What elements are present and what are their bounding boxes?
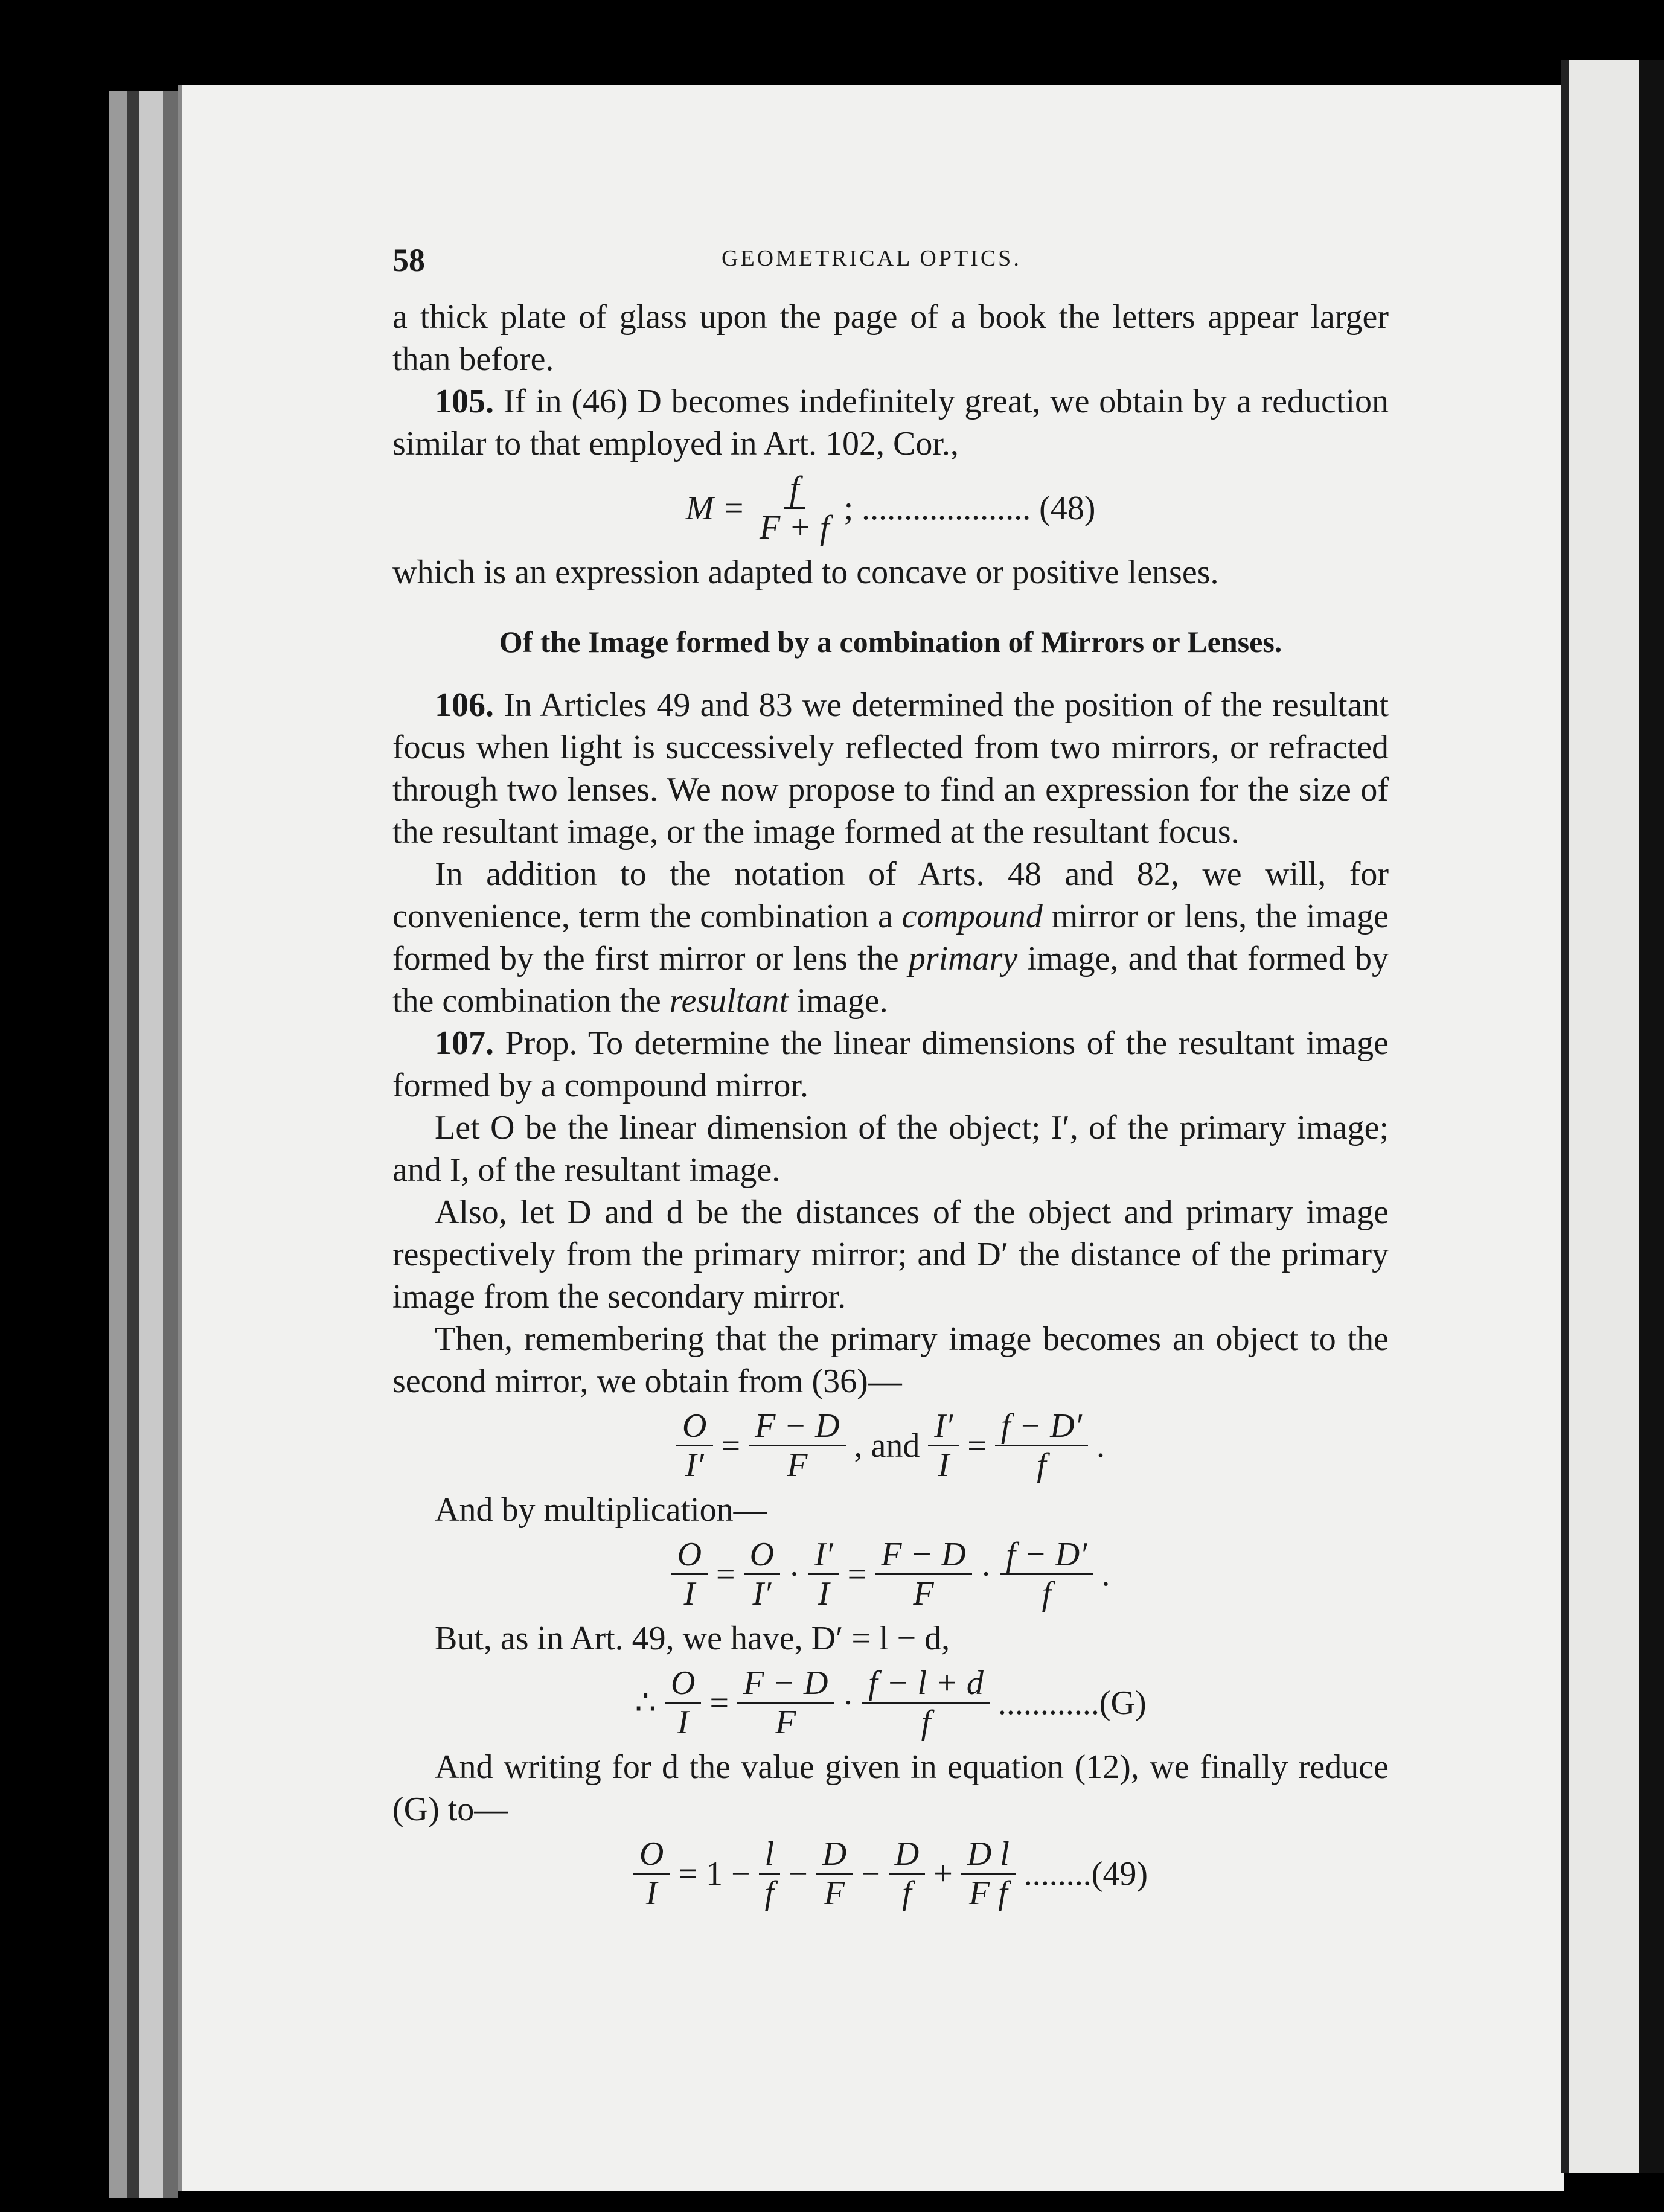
- denominator: I: [683, 1575, 696, 1613]
- fraction: [961, 1835, 1016, 1912]
- equation-48: [392, 470, 1389, 546]
- numerator: D: [889, 1835, 925, 1875]
- paragraph: And by multiplication—: [435, 1491, 767, 1529]
- equals: =: [847, 1555, 867, 1593]
- denominator: I: [818, 1575, 830, 1613]
- fraction: [759, 1835, 781, 1912]
- equals: =: [967, 1427, 987, 1465]
- dot: ·: [842, 1684, 854, 1722]
- page-number: 58: [392, 242, 425, 278]
- fraction: [808, 1536, 839, 1613]
- numerator: F − D: [749, 1407, 845, 1446]
- paragraph-text: If in (46) D becomes indefinitely great, we obtain by a reduction similar to that employed in Art. 102, Cor.,: [392, 383, 1389, 462]
- emphasis: resultant: [669, 982, 789, 1020]
- fraction: [665, 1664, 701, 1741]
- text-run: mirror or lens, the image formed by the first mirror or lens the: [392, 898, 1389, 977]
- numerator: O: [633, 1835, 670, 1875]
- paragraph: Also, let D and d be the distances of the object and primary image respectively from the primary mirror; and D′ the distance of the primary image from the secondary mirror.: [392, 1194, 1389, 1315]
- denominator: I′: [685, 1446, 704, 1484]
- fraction: [671, 1536, 708, 1613]
- text-run: image, and that formed by the combination the: [392, 940, 1389, 1020]
- minus: −: [789, 1855, 808, 1893]
- fraction: [737, 1664, 834, 1741]
- fraction: [633, 1835, 670, 1912]
- text-run: image.: [788, 982, 888, 1020]
- minus: −: [861, 1855, 880, 1893]
- numerator: f − D′: [1000, 1536, 1093, 1575]
- article-number: 105.: [435, 383, 494, 420]
- fraction: [754, 470, 836, 546]
- denominator: F: [775, 1704, 796, 1741]
- eq-leader: ; ....................: [843, 489, 1031, 527]
- book-edge: [139, 91, 163, 2198]
- paragraph-text: Prop. To determine the linear dimensions of the resultant image formed by a compound mirror.: [392, 1024, 1389, 1104]
- eq-term: = 1 −: [678, 1855, 750, 1893]
- scan-border: [1639, 60, 1664, 2173]
- paragraph-107: [392, 1022, 1389, 1107]
- denominator: f: [1037, 1446, 1046, 1484]
- fraction: [928, 1407, 959, 1484]
- paragraph-text: In Articles 49 and 83 we determined the position of the resultant focus when light is successively reflected from two mirrors, or refracted through two lenses. We now propose to find an expression for the size of the resultant image, or the image formed at the resultant focus.: [392, 686, 1389, 851]
- equation-G: [392, 1664, 1389, 1741]
- denominator: F f: [968, 1875, 1008, 1912]
- text-run: In addition to the notation of Arts. 48 and 82, we will, for convenience, term the combination a: [392, 855, 1389, 935]
- denominator: f: [764, 1875, 775, 1912]
- comma: ,: [854, 1427, 863, 1465]
- equation-number: ............(G): [997, 1684, 1147, 1722]
- fraction: [875, 1536, 971, 1613]
- paragraph-106: [392, 684, 1389, 853]
- fraction: [889, 1835, 925, 1912]
- numerator: l: [759, 1835, 781, 1875]
- paragraph: And writing for d the value given in equation (12), we finally reduce (G) to—: [392, 1748, 1389, 1828]
- equation-number: ........(49): [1023, 1855, 1148, 1893]
- numerator: f: [784, 470, 805, 509]
- denominator: F: [787, 1446, 808, 1484]
- book-edge: [109, 91, 127, 2198]
- numerator: O: [744, 1536, 780, 1575]
- paragraph: Then, remembering that the primary image becomes an object to the second mirror, we obtain from (36)—: [392, 1320, 1389, 1400]
- numerator: O: [671, 1536, 708, 1575]
- denominator: f: [921, 1704, 931, 1741]
- facing-page-edge: [1561, 60, 1648, 2173]
- paragraph: Let O be the linear dimension of the object; I′, of the primary image; and I, of the resultant image.: [392, 1109, 1389, 1189]
- denominator: F: [913, 1575, 934, 1613]
- fraction: [744, 1536, 780, 1613]
- numerator: O: [665, 1664, 701, 1704]
- conjunction: and: [871, 1427, 920, 1465]
- equals: =: [721, 1427, 741, 1465]
- paragraph: But, as in Art. 49, we have, D′ = l − d,: [435, 1620, 950, 1657]
- page-body: [392, 296, 1389, 1917]
- paragraph: which is an expression adapted to concave or positive lenses.: [392, 554, 1219, 591]
- fraction: [749, 1407, 845, 1484]
- equation-number: (48): [1039, 489, 1096, 527]
- fraction: [676, 1407, 712, 1484]
- fraction: [816, 1835, 853, 1912]
- equals: =: [716, 1555, 735, 1593]
- equation-36-pair: [392, 1407, 1389, 1484]
- dot: ·: [980, 1555, 992, 1593]
- numerator: I′: [928, 1407, 959, 1446]
- denominator: F + f: [760, 509, 830, 546]
- article-number: 107.: [435, 1024, 494, 1062]
- book-edge: [163, 91, 178, 2198]
- fraction: [862, 1664, 990, 1741]
- equation-49: [392, 1835, 1389, 1912]
- numerator: D l: [961, 1835, 1016, 1875]
- equals: =: [709, 1684, 729, 1722]
- denominator: I: [938, 1446, 950, 1484]
- emphasis: primary: [908, 940, 1018, 977]
- denominator: I: [677, 1704, 689, 1741]
- equation-multiplication: [392, 1536, 1389, 1613]
- paragraph-105: [392, 380, 1389, 465]
- book-edge: [127, 91, 139, 2198]
- emphasis: compound: [901, 898, 1043, 935]
- period: .: [1101, 1555, 1110, 1593]
- denominator: f: [1042, 1575, 1052, 1613]
- denominator: F: [824, 1875, 845, 1912]
- numerator: I′: [808, 1536, 839, 1575]
- paragraph: a thick plate of glass upon the page of a book the letters appear larger than before.: [392, 298, 1389, 378]
- numerator: D: [816, 1835, 853, 1875]
- dot: ·: [789, 1555, 800, 1593]
- section-heading: Of the Image formed by a combination of Mirrors or Lenses.: [499, 625, 1282, 659]
- denominator: I: [645, 1875, 658, 1912]
- fraction: [995, 1407, 1088, 1484]
- article-number: 106.: [435, 686, 494, 724]
- plus: +: [933, 1855, 953, 1893]
- denominator: I′: [752, 1575, 772, 1613]
- numerator: F − D: [875, 1536, 971, 1575]
- therefore-symbol: ∴: [635, 1684, 657, 1722]
- numerator: F − D: [737, 1664, 834, 1704]
- paragraph: [392, 853, 1389, 1022]
- numerator: f − l + d: [862, 1664, 990, 1704]
- numerator: f − D′: [995, 1407, 1088, 1446]
- denominator: f: [902, 1875, 912, 1912]
- eq-lhs: M =: [685, 489, 745, 527]
- numerator: O: [676, 1407, 712, 1446]
- fraction: [1000, 1536, 1093, 1613]
- period: .: [1096, 1427, 1105, 1465]
- running-head: GEOMETRICAL OPTICS.: [722, 246, 1022, 271]
